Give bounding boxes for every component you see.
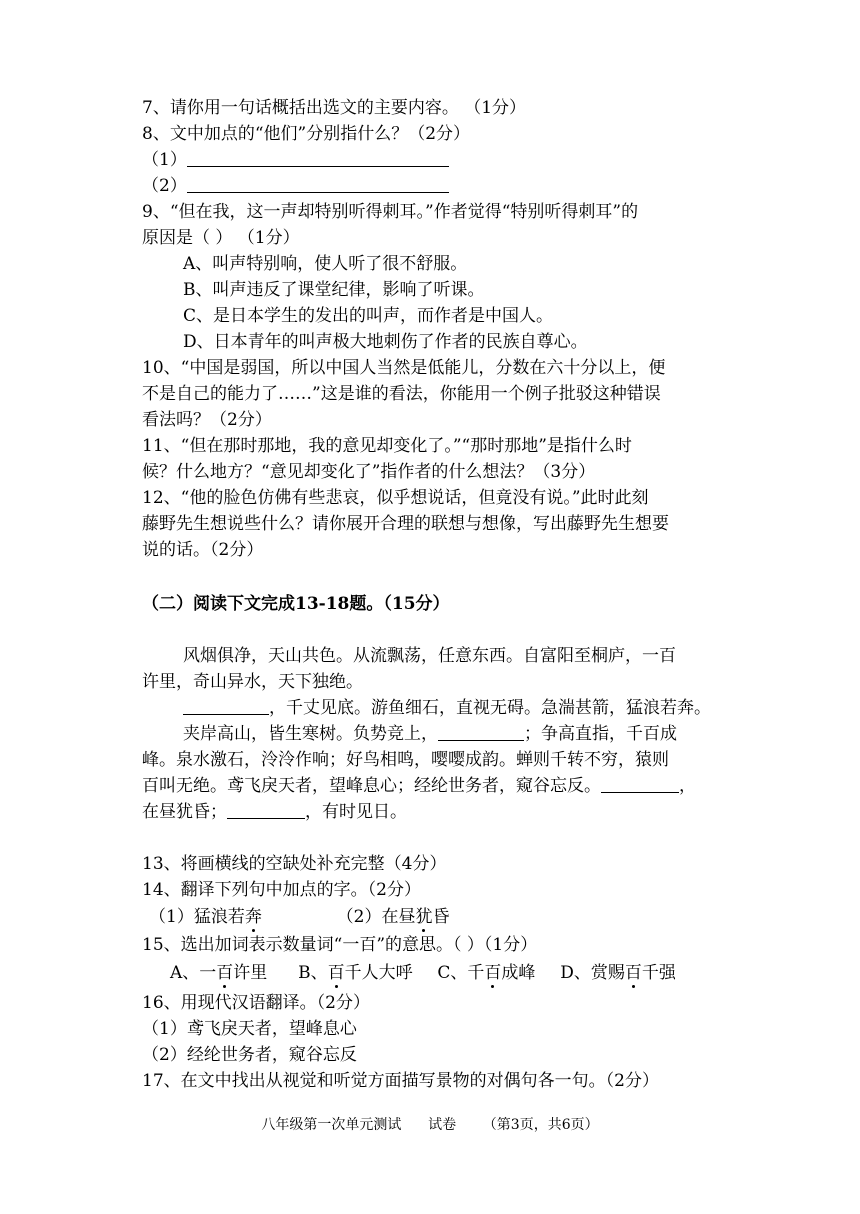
answer-label-1: （1）: [142, 150, 187, 170]
passage-p3-line-1: [183, 721, 677, 747]
q15-option-b-pre: B、: [298, 963, 328, 983]
q15-option-c-dotted: 百: [484, 963, 502, 983]
q15-option-a-post: 许里: [233, 963, 268, 983]
question-9-line-1: 9、“但在我，这一声却特别听得刺耳。”作者觉得“特别听得刺耳”的: [142, 202, 639, 222]
question-14-items: [149, 904, 449, 930]
question-17: 17、在文中找出从视觉和听觉方面描写景物的对偶句各一句。（2分）: [142, 1071, 659, 1091]
passage-blank-2[interactable]: [438, 722, 524, 741]
question-7: 7、请你用一句话概括出选文的主要内容。 （1分）: [142, 98, 527, 118]
question-11-line-1: 11、“但在那时那地，我的意见却变化了。”“那时那地”是指什么时: [142, 436, 632, 456]
question-8-answer-1: [142, 147, 449, 173]
q14-item-2-tail: 昏: [432, 907, 450, 927]
passage-blank-1[interactable]: [183, 696, 269, 715]
question-10-line-2: 不是自己的能力了……”这是谁的看法，你能用一个例子批驳这种错误: [142, 384, 661, 404]
passage-p3-line-4: [142, 799, 407, 825]
q15-option-d-pre: D、赏赐: [560, 963, 625, 983]
passage-p1-line-2: 许里，奇山异水，天下独绝。: [142, 672, 363, 692]
question-11-line-2: 候？什么地方？“意见却变化了”指作者的什么想法？（3分）: [142, 462, 596, 482]
question-9-line-2: 原因是（ ） （1分）: [142, 228, 300, 248]
q14-dotted-char-1: 奔: [244, 907, 262, 927]
answer-blank-1[interactable]: [187, 148, 449, 167]
passage-p2: [183, 695, 711, 721]
question-9-option-c: C、是日本学生的发出的叫声，而作者是中国人。: [183, 306, 554, 326]
passage-p3-text-1: 夹岸高山，皆生寒树。负势竞上，: [183, 724, 438, 744]
q15-option-c-post: 成峰: [501, 963, 536, 983]
question-15-options: [170, 960, 676, 986]
q14-item-2-text: （2）在昼: [336, 907, 416, 927]
question-12-line-3: 说的话。（2分）: [142, 540, 264, 560]
q15-option-a-pre: A、一: [170, 963, 217, 983]
question-12-line-1: 12、“他的脸色仿佛有些悲哀，似乎想说话，但竟没有说。”此时此刻: [142, 488, 649, 508]
question-10-line-3: 看法吗？（2分）: [142, 410, 272, 430]
question-16-item-1: （1）鸢飞戾天者，望峰息心: [142, 1019, 357, 1039]
passage-p3-line-2: 峰。泉水激石，泠泠作响；好鸟相鸣，嘤嘤成韵。蝉则千转不穷，猿则: [142, 750, 669, 770]
passage-p3-text-6: ，有时见日。: [305, 802, 407, 822]
q15-option-b-dotted: 百: [327, 963, 345, 983]
q15-option-b-post: 千人大呼: [344, 963, 413, 983]
page-footer: 八年级第一次单元测试 试卷 （第3页，共6页）: [261, 1117, 599, 1133]
q15-option-d-dotted: 百: [624, 963, 642, 983]
passage-blank-4[interactable]: [227, 800, 305, 819]
question-8: 8、文中加点的“他们”分别指什么？（2分）: [142, 124, 471, 144]
question-10-line-1: 10、“中国是弱国，所以中国人当然是低能儿，分数在六十分以上，便: [142, 358, 666, 378]
question-16: 16、用现代汉语翻译。（2分）: [142, 993, 370, 1013]
question-15: 15、选出加词表示数量词“一百”的意思。（ ）（1分）: [142, 935, 538, 955]
passage-p3-text-5: 在昼犹昏；: [142, 802, 227, 822]
question-13: 13、将画横线的空缺处补充完整（4分）: [142, 854, 447, 874]
question-9-option-d: D、日本青年的叫声极大地刺伤了作者的民族自尊心。: [183, 332, 588, 352]
question-9-option-a: A、叫声特别响，使人听了很不舒服。: [183, 254, 468, 274]
q14-item-1-text: （1）猛浪若: [149, 907, 245, 927]
question-16-item-2: （2）经纶世务者，窥谷忘反: [142, 1045, 357, 1065]
passage-p3-text-2: ；争高直指，千百成: [524, 724, 677, 744]
passage-p3-text-3: 百叫无绝。鸢飞戾天者，望峰息心；经纶世务者，窥谷忘反。: [142, 776, 601, 796]
question-14: 14、翻译下列句中加点的字。（2分）: [142, 880, 421, 900]
passage-p3-text-4: ，: [679, 776, 696, 796]
question-8-answer-2: [142, 173, 449, 199]
q15-option-d-post: 千强: [641, 963, 676, 983]
answer-blank-2[interactable]: [187, 174, 449, 193]
question-12-line-2: 藤野先生想说些什么？请你展开合理的联想与想像，写出藤野先生想要: [142, 514, 669, 534]
q15-option-a-dotted: 百: [216, 963, 234, 983]
passage-blank-3[interactable]: [601, 774, 679, 793]
section-2-heading: （二）阅读下文完成13-18题。（15分）: [142, 594, 450, 614]
q14-dotted-char-2: 犹: [415, 907, 433, 927]
q15-option-c-pre: C、千: [437, 963, 485, 983]
passage-p1-line-1: 风烟俱净，天山共色。从流飘荡，任意东西。自富阳至桐庐，一百: [183, 646, 676, 666]
passage-p2-text: ，千丈见底。游鱼细石，直视无碍。急湍甚箭，猛浪若奔。: [269, 698, 711, 718]
question-9-option-b: B、叫声违反了课堂纪律，影响了听课。: [183, 280, 485, 300]
answer-label-2: （2）: [142, 176, 187, 196]
passage-p3-line-3: [142, 773, 696, 799]
